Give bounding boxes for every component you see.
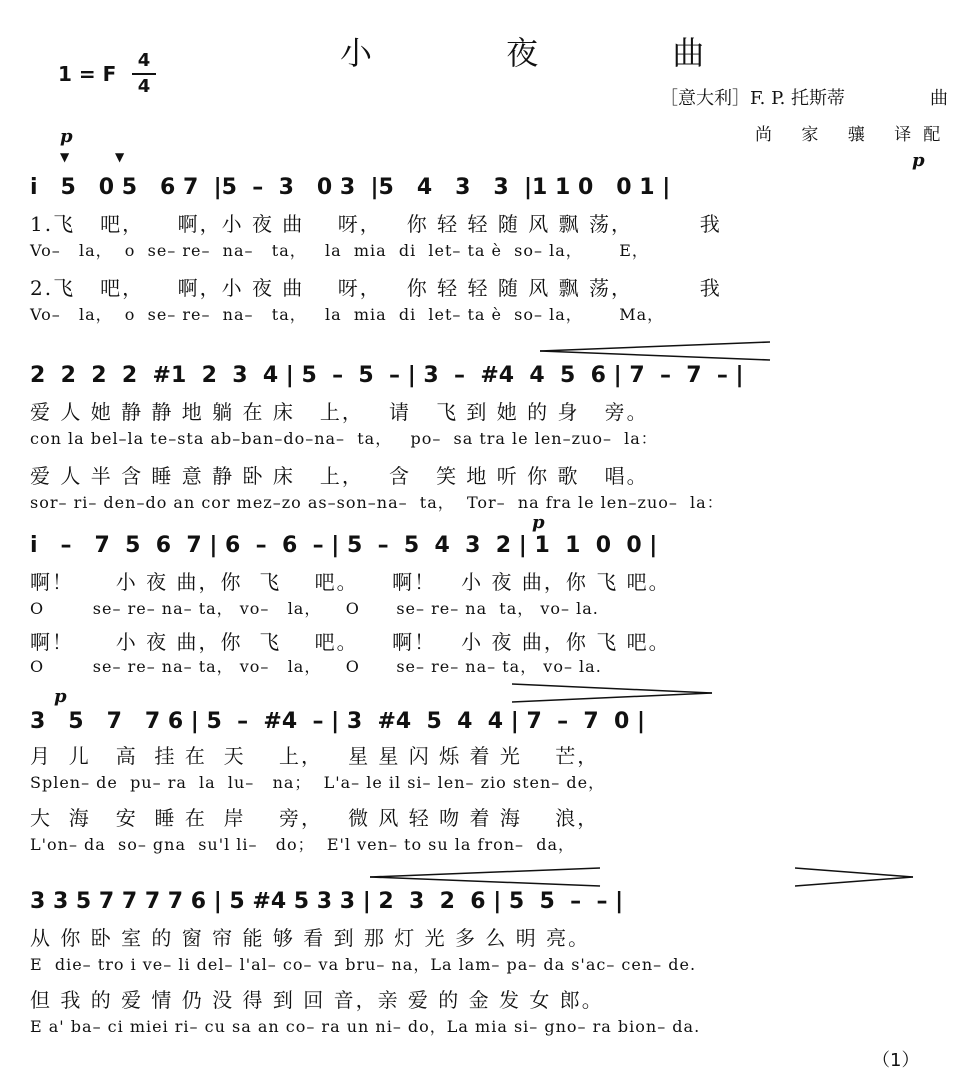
accent-mark: ▼ [115,150,125,164]
decrescendo-hairpin [795,866,920,888]
lyric-line-zh: 2.飞 吧， 啊，小 夜 曲 呀， 你 轻 轻 随 风 飘 荡， 我 [30,276,722,300]
time-divider [132,73,156,75]
notation-line: i – 7 5 6 7 | 6 – 6 – | 5 – 5 4 3 2 | 1 1 0 0 | [30,532,658,558]
key-signature: 1 = F [58,62,117,86]
lyric-line-it: L'on– da so– gna su'l li– do； E'l ven– to su la fron– da， [30,835,575,854]
time-signature [132,52,156,96]
lyric-line-it: Vo– la， o se– re– na– ta， la mia di let– ta è so– la， Ma， [30,305,665,324]
lyric-line-it: E die– tro i ve– li del– l'al– co– va bru– na，La lam– pa– da s'ac– cen– de. [30,955,697,974]
dynamic-mark: p [912,150,925,171]
lyric-line-it: sor– ri– den–do an cor mez–zo as–son–na– ta， Tor– na fra le len–zuo– la： [30,493,724,512]
lyric-line-zh: 啊！ 小 夜 曲，你 飞 吧。 啊！ 小 夜 曲，你 飞 吧。 [30,570,671,594]
lyric-line-it: E a' ba– ci miei ri– cu sa an co– ra un ni– do，La mia si– gno– ra bion– da. [30,1017,701,1036]
crescendo-hairpin [370,866,610,888]
composer-mark: 曲 [930,88,948,109]
arranger-credit: 尚 家 骧 译配 [755,125,953,145]
dynamic-mark: p [60,126,73,147]
page-number: （1） [872,1050,920,1071]
composer-name: ［意大利］F. P. 托斯蒂 [660,88,846,109]
lyric-line-it: O se– re– na– ta， vo– la， O se– re– na ta， vo– la. [30,599,599,618]
notation-line: 3 3 5 7 7 7 7 6 | 5 #4 5 3 3 | 2 3 2 6 | 5 5 – – | [30,888,624,914]
lyric-line-zh: 但 我 的 爱 情 仍 没 得 到 回 音，亲 爱 的 金 发 女 郎。 [30,988,604,1012]
lyric-line-zh: 1.飞 吧， 啊，小 夜 曲 呀， 你 轻 轻 随 风 飘 荡， 我 [30,212,722,236]
lyric-line-zh: 爱 人 她 静 静 地 躺 在 床 上， 请 飞 到 她 的 身 旁。 [30,400,649,424]
time-top: 4 [137,50,151,71]
dynamic-mark: p [54,686,67,707]
accent-mark: ▼ [60,150,70,164]
notation-line: 2 2 2 2 #1 2 3 4 | 5 – 5 – | 3 – #4 4 5 6 | 7 – 7 – | [30,362,744,388]
crescendo-hairpin [540,340,780,362]
lyric-line-zh: 大 海 安 睡 在 岸 旁， 微 风 轻 吻 着 海 浪， [30,806,600,830]
lyric-line-it: con la bel–la te–sta ab–ban–do–na– ta， po– sa tra le len–zuo– la： [30,429,658,448]
dynamic-mark: p [532,512,545,533]
lyric-line-it: Vo– la， o se– re– na– ta， la mia di let– ta è so– la， E， [30,241,649,260]
decrescendo-hairpin [512,682,722,704]
time-bottom: 4 [137,76,151,97]
lyric-line-zh: 从 你 卧 室 的 窗 帘 能 够 看 到 那 灯 光 多 么 明 亮。 [30,926,591,950]
lyric-line-zh: 爱 人 半 含 睡 意 静 卧 床 上， 含 笑 地 听 你 歌 唱。 [30,464,649,488]
lyric-line-it: O se– re– na– ta， vo– la， O se– re– na– ta， vo– la. [30,657,602,676]
composer-credit [660,84,948,110]
lyric-line-zh: 啊！ 小 夜 曲，你 飞 吧。 啊！ 小 夜 曲，你 飞 吧。 [30,630,671,654]
page-title: 小 夜 曲 [340,34,767,72]
lyric-line-it: Splen– de pu– ra la lu– na； L'a– le il si– len– zio sten– de， [30,773,606,792]
notation-line: i 5 0 5 6 7 |5 – 3 0 3 |5 4 3 3 |1 1 0 0 1 | [30,174,671,200]
lyric-line-zh: 月 儿 高 挂 在 天 上， 星 星 闪 烁 着 光 芒， [30,744,600,768]
notation-line: 3 5 7 7 6 | 5 – #4 – | 3 #4 5 4 4 | 7 – 7 0 | [30,708,646,734]
